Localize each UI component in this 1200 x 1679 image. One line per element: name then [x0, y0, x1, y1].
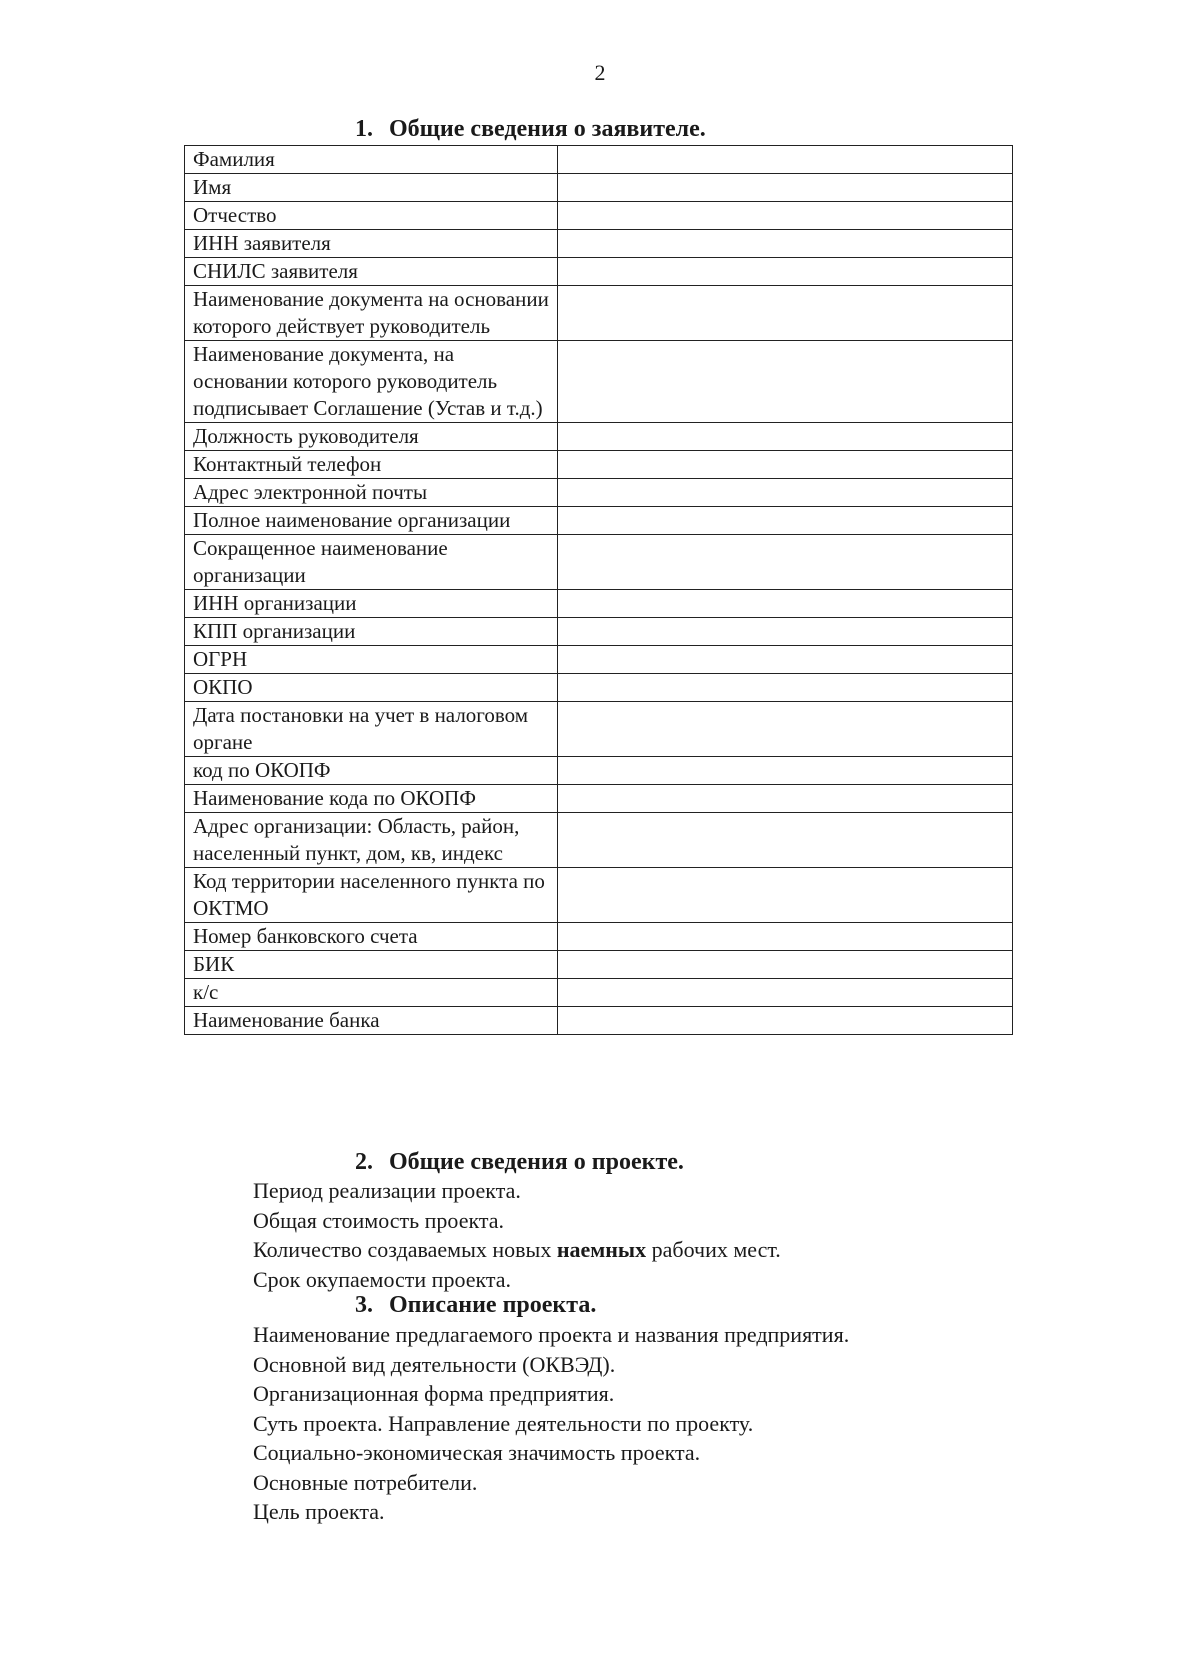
field-label: Дата постановки на учет в налоговом органе — [185, 702, 558, 757]
field-label: Наименование документа, на основании которого руководитель подписывает Соглашение (Устав и т.д.) — [185, 341, 558, 423]
section-2-list — [253, 1176, 781, 1294]
section-3-item: Цель проекта. — [253, 1499, 385, 1524]
field-label: ОГРН — [185, 646, 558, 674]
section-3-item: Организационная форма предприятия. — [253, 1381, 615, 1406]
field-value — [558, 868, 1013, 923]
section-3-item: Наименование предлагаемого проекта и названия предприятия. — [253, 1322, 850, 1347]
table-row — [185, 757, 1013, 785]
field-value — [558, 590, 1013, 618]
table-row — [185, 341, 1013, 423]
field-value — [558, 423, 1013, 451]
section-2-title — [355, 1149, 684, 1176]
section-3-heading: Описание проекта. — [389, 1292, 597, 1318]
field-label: Должность руководителя — [185, 423, 558, 451]
field-value — [558, 341, 1013, 423]
field-label: Контактный телефон — [185, 451, 558, 479]
field-value — [558, 951, 1013, 979]
table-row — [185, 258, 1013, 286]
field-value — [558, 923, 1013, 951]
field-label: Адрес электронной почты — [185, 479, 558, 507]
field-value — [558, 785, 1013, 813]
field-value — [558, 451, 1013, 479]
field-value — [558, 230, 1013, 258]
table-row — [185, 479, 1013, 507]
field-value — [558, 618, 1013, 646]
section-1-number: 1. — [355, 116, 373, 142]
field-label: Фамилия — [185, 146, 558, 174]
table-row — [185, 423, 1013, 451]
field-value — [558, 202, 1013, 230]
field-label: Номер банковского счета — [185, 923, 558, 951]
section-2-item: Период реализации проекта. — [253, 1178, 521, 1203]
field-label: Полное наименование организации — [185, 507, 558, 535]
field-label: ОКПО — [185, 674, 558, 702]
field-label: Код территории населенного пункта по ОКТМО — [185, 868, 558, 923]
table-row — [185, 202, 1013, 230]
field-label: Наименование кода по ОКОПФ — [185, 785, 558, 813]
table-row — [185, 146, 1013, 174]
section-1-heading: Общие сведения о заявителе. — [389, 116, 706, 142]
field-label: СНИЛС заявителя — [185, 258, 558, 286]
table-row — [185, 286, 1013, 341]
section-3-item: Суть проекта. Направление деятельности по проекту. — [253, 1410, 754, 1436]
table-row — [185, 451, 1013, 479]
field-label: к/с — [185, 979, 558, 1007]
page-number: 2 — [594, 60, 606, 85]
field-label: Отчество — [185, 202, 558, 230]
field-value — [558, 646, 1013, 674]
section-2-item: Количество создаваемых новых наемных рабочих мест. — [253, 1237, 781, 1262]
section-1-title — [355, 116, 706, 143]
table-row — [185, 230, 1013, 258]
field-label: ИНН организации — [185, 590, 558, 618]
section-3-list — [253, 1320, 849, 1527]
section-2-heading: Общие сведения о проекте. — [389, 1149, 684, 1175]
field-label: код по ОКОПФ — [185, 757, 558, 785]
table-row — [185, 507, 1013, 535]
table-row — [185, 785, 1013, 813]
field-value — [558, 979, 1013, 1007]
section-3-title — [355, 1292, 596, 1319]
field-label: Сокращенное наименование организации — [185, 535, 558, 590]
field-label: КПП организации — [185, 618, 558, 646]
table-row — [185, 1007, 1013, 1035]
table-row — [185, 674, 1013, 702]
field-value — [558, 479, 1013, 507]
section-2-number: 2. — [355, 1149, 373, 1175]
section-3-number: 3. — [355, 1292, 373, 1318]
field-value — [558, 258, 1013, 286]
table-row — [185, 951, 1013, 979]
table-row — [185, 813, 1013, 868]
section-2-item: Срок окупаемости проекта. — [253, 1266, 512, 1292]
field-value — [558, 507, 1013, 535]
field-label: Адрес организации: Область, район, населенный пункт, дом, кв, индекс — [185, 813, 558, 868]
field-label: БИК — [185, 951, 558, 979]
table-row — [185, 702, 1013, 757]
field-value — [558, 813, 1013, 868]
section-3-item: Социально-экономическая значимость проекта. — [253, 1440, 701, 1465]
section-3-item: Основные потребители. — [253, 1469, 478, 1495]
table-row — [185, 618, 1013, 646]
table-row — [185, 535, 1013, 590]
field-value — [558, 702, 1013, 757]
table-row — [185, 174, 1013, 202]
field-label: Наименование банка — [185, 1007, 558, 1035]
section-2-item: Общая стоимость проекта. — [253, 1207, 505, 1233]
table-row — [185, 868, 1013, 923]
field-label: ИНН заявителя — [185, 230, 558, 258]
field-value — [558, 1007, 1013, 1035]
field-value — [558, 174, 1013, 202]
emphasized-word: наемных — [556, 1237, 647, 1262]
field-label: Имя — [185, 174, 558, 202]
field-value — [558, 757, 1013, 785]
field-value — [558, 674, 1013, 702]
field-value — [558, 535, 1013, 590]
table-row — [185, 979, 1013, 1007]
table-row — [185, 590, 1013, 618]
field-value — [558, 146, 1013, 174]
section-3-item: Основной вид деятельности (ОКВЭД). — [253, 1351, 616, 1377]
applicant-info-table — [184, 145, 1013, 1035]
table-row — [185, 646, 1013, 674]
table-row — [185, 923, 1013, 951]
field-label: Наименование документа на основании которого действует руководитель — [185, 286, 558, 341]
field-value — [558, 286, 1013, 341]
